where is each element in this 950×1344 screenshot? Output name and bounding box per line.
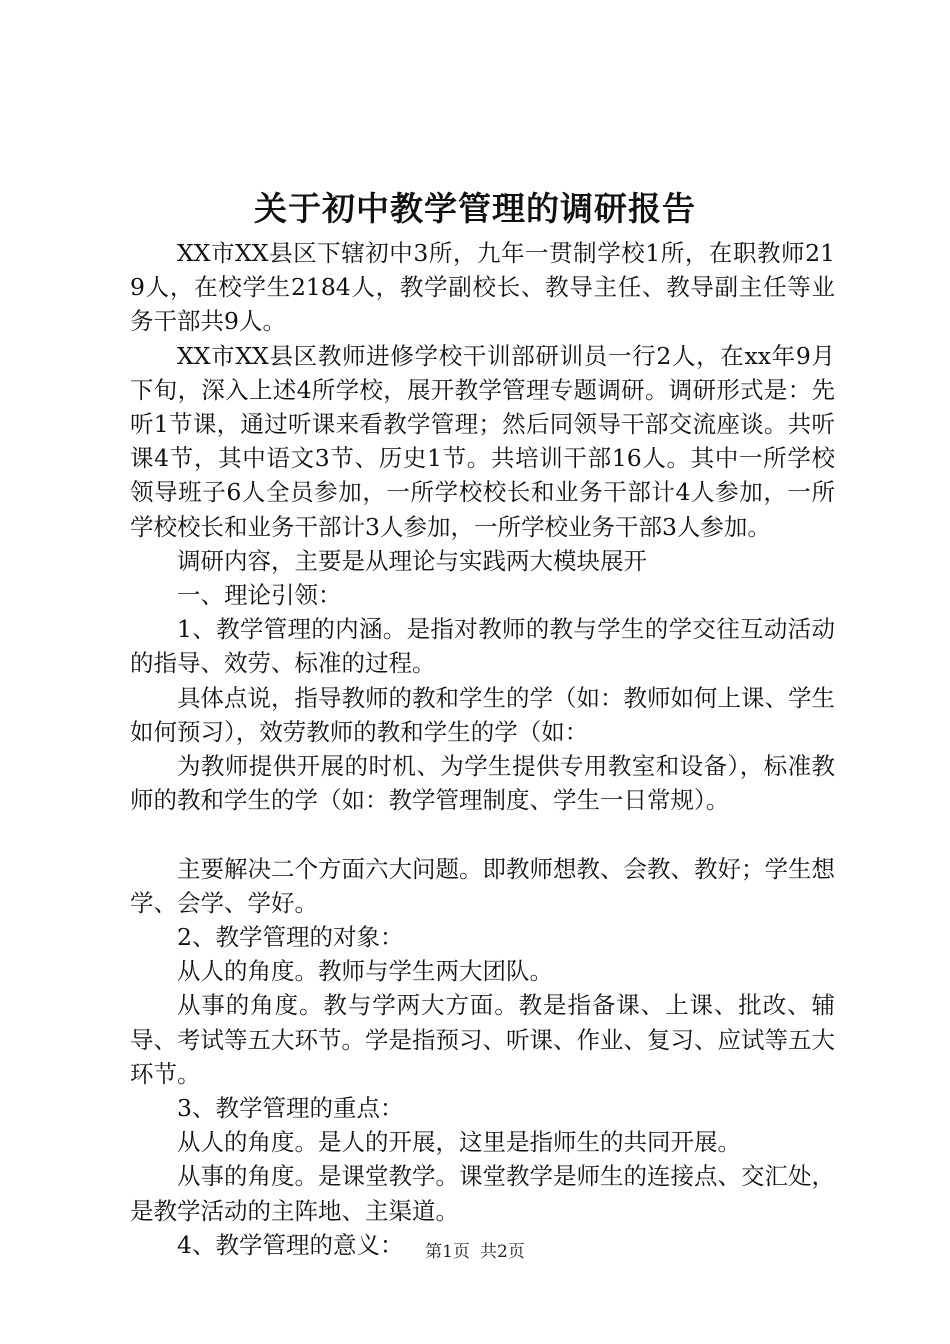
page-number: 第1页 <box>425 1242 470 1262</box>
paragraph: 从人的角度。是人的开展，这里是指师生的共同开展。 <box>177 1128 741 1157</box>
paragraph: 2、教学管理的对象： <box>177 923 404 952</box>
paragraph: 主要解决二个方面六大问题。即教师想教、会教、教好；学生想学、会学、学好。 <box>130 854 835 917</box>
document-body <box>130 236 835 1262</box>
page-total: 共2页 <box>480 1242 525 1262</box>
paragraph: 为教师提供开展的时机、为学生提供专用教室和设备），标准教师的教和学生的学（如：教学管理制度、学生一日常规）。 <box>130 752 835 815</box>
paragraph: 从人的角度。教师与学生两大团队。 <box>177 957 553 986</box>
paragraph: 1、教学管理的内涵。是指对教师的教与学生的学交往互动活动的指导、效劳、标准的过程。 <box>130 615 835 678</box>
paragraph: XX市XX县区教师进修学校干训部研训员一行2人，在xx年9月下旬，深入上述4所学校，展开教学管理专题调研。调研形式是：先听1节课，通过听课来看教学管理；然后同领导干部交流座谈。共听课4节，其中语文3节、历史1节。共培训干部16人。其中一所学校领导班子6人全员参加，一所学校校长和业务干部计4人参加，一所学校校长和业务干部计3人参加，一所学校业务干部3人参加。 <box>130 341 835 541</box>
paragraph: 一、理论引领： <box>177 581 342 610</box>
paragraph: 3、教学管理的重点： <box>177 1094 404 1123</box>
paragraph: 调研内容，主要是从理论与实践两大模块展开 <box>177 546 647 575</box>
document-title: 关于初中教学管理的调研报告 <box>254 189 696 228</box>
paragraph: 4、教学管理的意义： <box>177 1230 404 1259</box>
paragraph: 从事的角度。教与学两大方面。教是指备课、上课、批改、辅导、考试等五大环节。学是指预习、听课、作业、复习、应试等五大环节。 <box>130 991 835 1088</box>
paragraph: 从事的角度。是课堂教学。课堂教学是师生的连接点、交汇处，是教学活动的主阵地、主渠道。 <box>130 1162 835 1225</box>
page-footer <box>0 1240 950 1264</box>
blank-line <box>130 817 835 851</box>
paragraph: 具体点说，指导教师的教和学生的学（如：教师如何上课、学生如何预习），效劳教师的教和学生的学（如： <box>130 683 835 746</box>
paragraph: XX市XX县区下辖初中3所，九年一贯制学校1所，在职教师219人，在校学生2184人，教学副校长、教导主任、教导副主任等业务干部共9人。 <box>130 239 835 336</box>
